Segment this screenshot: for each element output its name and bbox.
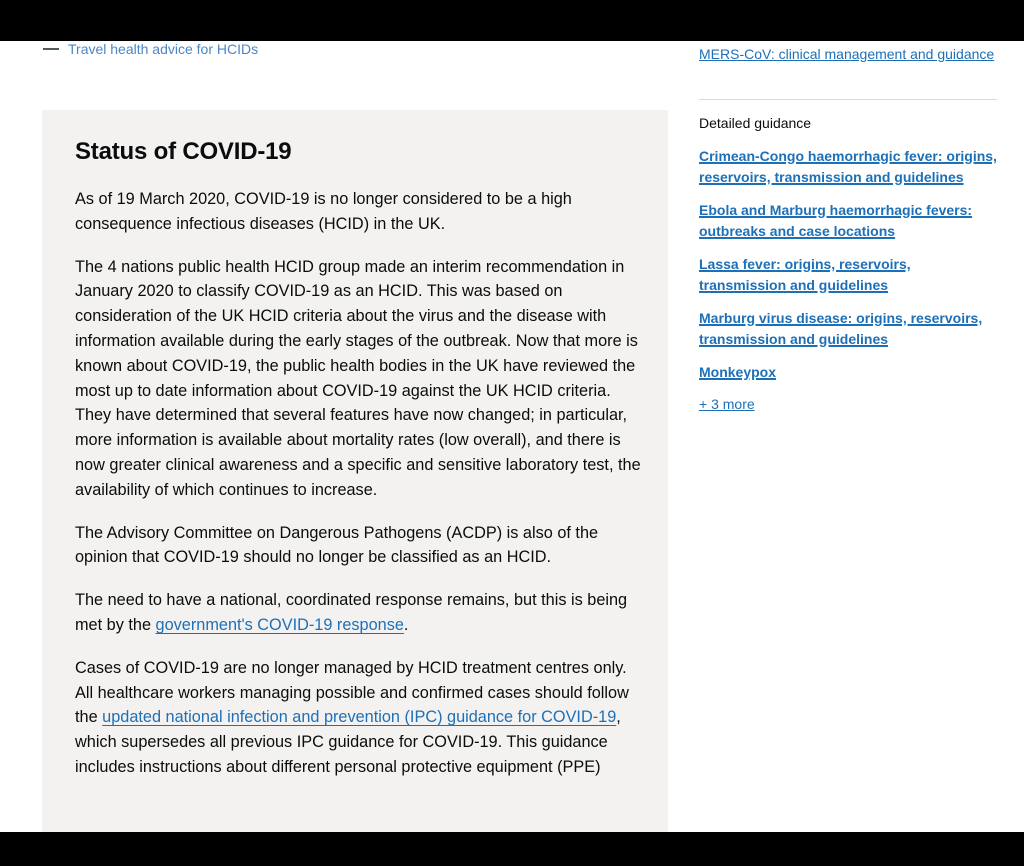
related-content-sidebar [699, 41, 997, 412]
paragraph-national-response [75, 588, 645, 638]
paragraph-text: , which supersedes all previous IPC guidance for COVID-19. This guidance includes instructions about different personal protective equipment (PPE) [75, 708, 621, 776]
lassa-fever-link[interactable]: Lassa fever: origins, reservoirs, transmission and guidelines [699, 256, 911, 293]
list-item [699, 146, 997, 187]
marburg-virus-link[interactable]: Marburg virus disease: origins, reservoirs, transmission and guidelines [699, 310, 983, 347]
paragraph-text: The need to have a national, coordinated response remains, but this is being met by the [75, 591, 628, 634]
list-item [699, 200, 997, 241]
sidebar-divider [699, 99, 997, 100]
detailed-guidance-list [699, 146, 997, 383]
screen-top-bar [0, 0, 1024, 41]
monkeypox-link[interactable]: Monkeypox [699, 364, 777, 380]
related-nav-item [43, 41, 258, 57]
sidebar-top-item [699, 43, 997, 66]
paragraph-status-date: As of 19 March 2020, COVID-19 is no longer considered to be a high consequence infectious diseases (HCID) in the UK. [75, 190, 572, 233]
show-more-link[interactable]: + 3 more [699, 395, 755, 412]
paragraph-interim-recommendation: The 4 nations public health HCID group made an interim recommendation in January 2020 to classify COVID-19 as an HCID. This was based on consideration of the UK HCID criteria about the virus and the disease with information available during the early stages of the outbreak. Now that more is known about COVID-19, the public health bodies in the UK have reviewed the most up to date information about COVID-19 against the UK HCID criteria. They have determined that several features have now changed; in particular, more information is available about mortality rates (low overall), and there is now greater clinical awareness and a specific and sensitive laboratory test, the availability of which continues to increase. [75, 257, 641, 499]
list-item [699, 362, 997, 383]
show-more-item [699, 396, 997, 412]
callout-content [75, 138, 645, 798]
mers-cov-link[interactable]: MERS-CoV: clinical management and guidance [699, 46, 995, 62]
ebola-marburg-link[interactable]: Ebola and Marburg haemorrhagic fevers: outbreaks and case locations [699, 202, 973, 239]
travel-health-link[interactable]: Travel health advice for HCIDs [68, 41, 259, 57]
paragraph-acdp-opinion: The Advisory Committee on Dangerous Pathogens (ACDP) is also of the opinion that COVID-19 should no longer be classified as an HCID. [75, 523, 599, 567]
detailed-guidance-heading: Detailed guidance [699, 115, 812, 131]
dash-icon [43, 48, 59, 50]
covid-status-callout [42, 110, 668, 832]
list-item [699, 254, 997, 295]
paragraph-text: Cases of COVID-19 are no longer managed by HCID treatment centres only. All healthcare workers managing possible and confirmed cases should follow the [75, 658, 629, 727]
crimean-congo-link[interactable]: Crimean-Congo haemorrhagic fever: origins, reservoirs, transmission and guidelines [699, 148, 997, 185]
government-response-link[interactable]: government's COVID-19 response [155, 615, 404, 634]
screen-bottom-bar [0, 832, 1024, 866]
paragraph-case-management [75, 656, 645, 780]
page-viewport [0, 41, 1024, 832]
paragraph-text: . [403, 615, 409, 634]
ipc-guidance-link[interactable]: updated national infection and prevention (IPC) guidance for COVID-19 [102, 708, 617, 727]
list-item [699, 308, 997, 349]
callout-title: Status of COVID-19 [75, 138, 292, 165]
